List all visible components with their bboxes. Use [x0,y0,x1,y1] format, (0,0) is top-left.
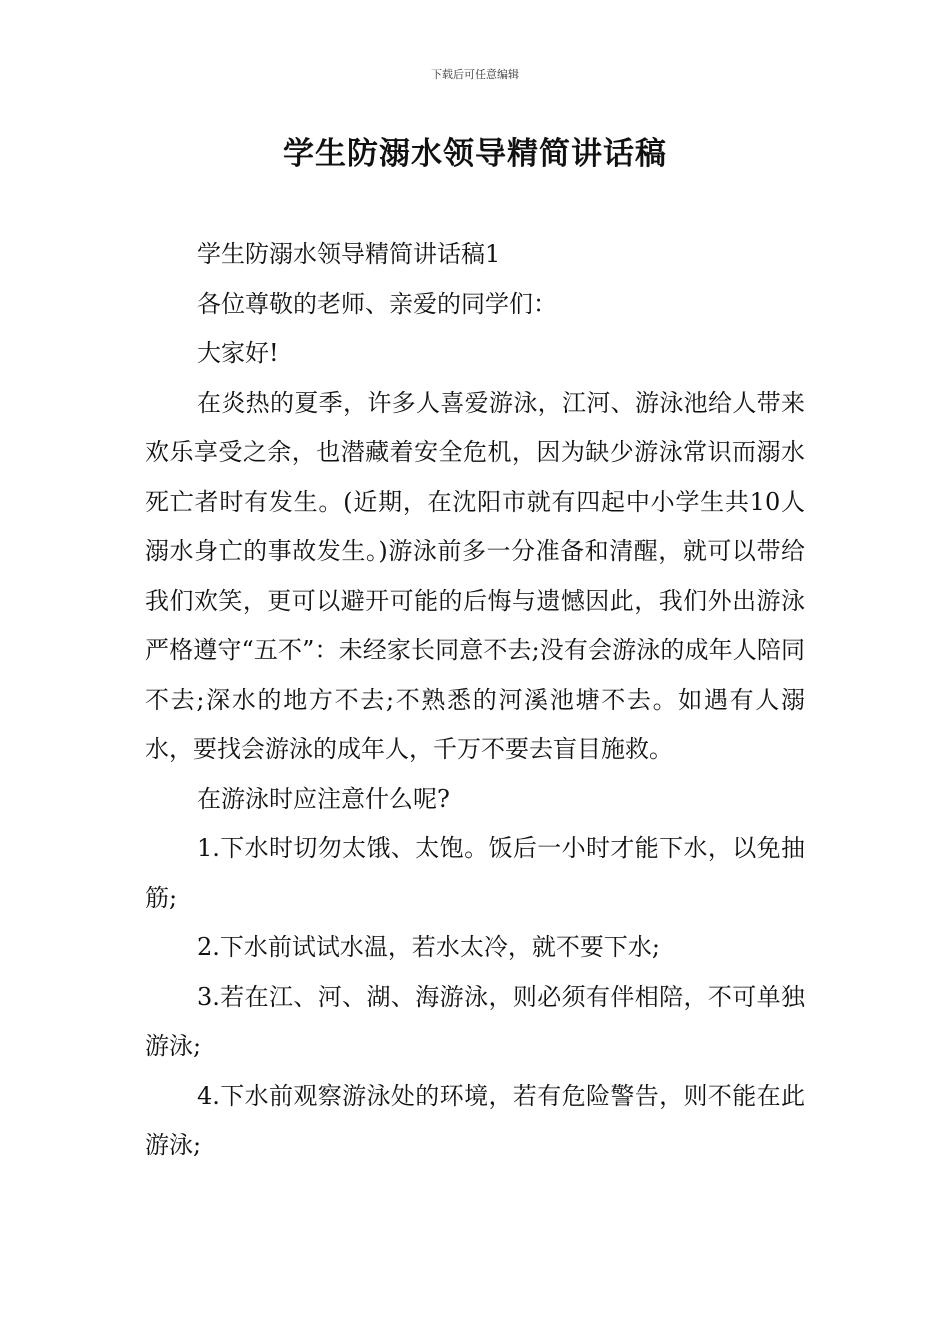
list-item-2: 2.下水前试试水温，若水太冷，就不要下水; [197,933,660,961]
paragraph-greeting: 大家好! [197,339,279,367]
paragraph-intro: 在炎热的夏季，许多人喜爱游泳，江河、游泳池给人带来欢乐享受之余，也潜藏着安全危机，因为缺少游泳常识而溺水死亡者时有发生。(近期，在沈阳市就有四起中小学生共10人溺水身亡的事故发生。)游泳前多一分准备和清醒，就可以带给我们欢笑，更可以避开可能的后悔与遗憾因此，我们外出游泳严格遵守“五不”：未经家长同意不去;没有会游泳的成年人陪同不去;深水的地方不去;不熟悉的河溪池塘不去。如遇有人溺水，要找会游泳的成年人，千万不要去盲目施救。 [145,388,805,763]
paragraph-salutation: 各位尊敬的老师、亲爱的同学们： [197,289,557,318]
document-body [145,230,805,1171]
list-item-1: 1.下水时切勿太饿、太饱。饭后一小时才能下水，以免抽筋; [145,834,805,912]
list-item-3: 3.若在江、河、湖、海游泳，则必须有伴相陪，不可单独游泳; [145,982,805,1060]
paragraph-question: 在游泳时应注意什么呢? [197,784,450,813]
list-item-4: 4.下水前观察游泳处的环境，若有危险警告，则不能在此游泳; [145,1081,805,1159]
header-note: 下载后可任意编辑 [431,68,519,81]
paragraph-heading: 学生防溺水领导精简讲话稿1 [197,240,501,268]
document-title: 学生防溺水领导精简讲话稿 [283,136,667,172]
